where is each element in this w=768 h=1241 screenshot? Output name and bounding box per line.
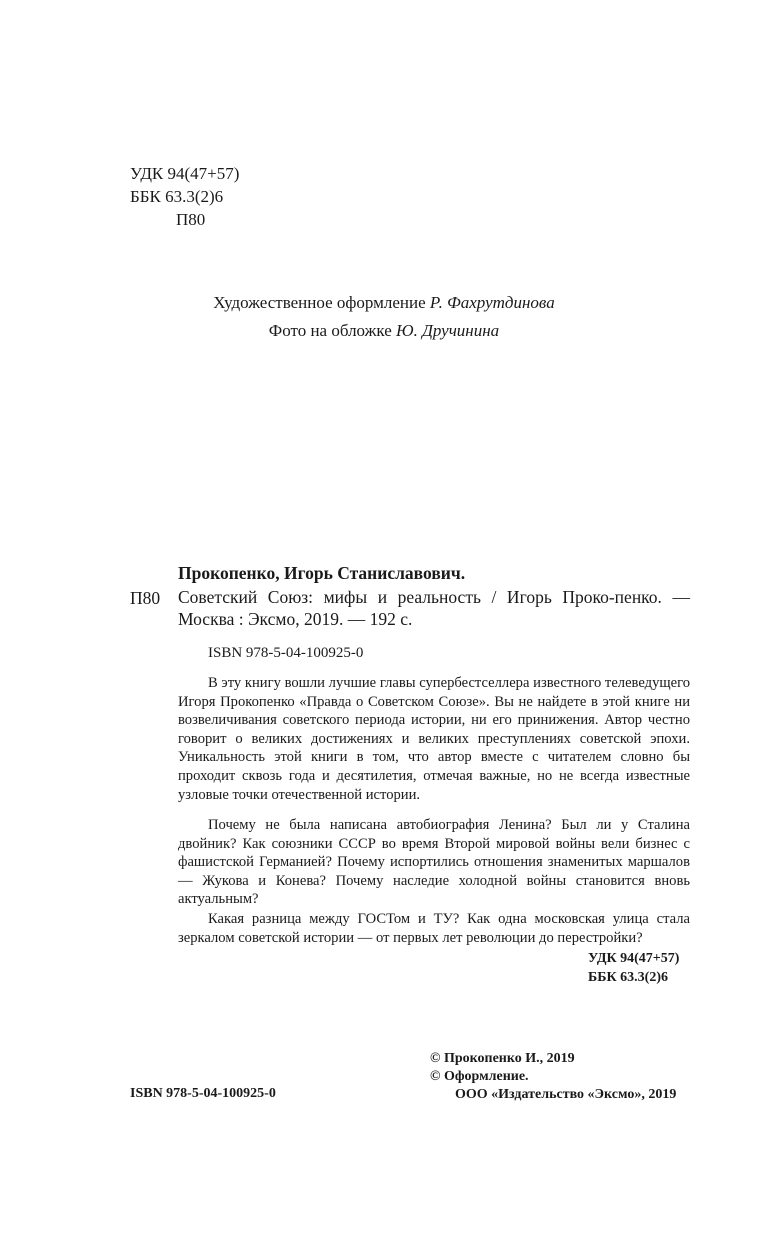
photo-credit-label: Фото на обложке — [268, 321, 397, 340]
design-credit-label: Художественное оформление — [213, 293, 430, 312]
copyright-author: © Прокопенко И., 2019 — [430, 1051, 575, 1066]
photo-credit-name: Ю. Дручинина — [396, 321, 500, 340]
annotation-paragraph-2: Почему не была написана автобиография Ленина? Был ли у Сталина двойник? Как союзники СССР во время Второй мировой войны вели бизнес с фашистской Германией? Почему испортились отношения знаменитых маршалов — Жукова и Конева? Почему наследие холодной войны становится вновь актуальным? — [178, 817, 690, 908]
udk-code: УДК 94(47+57) — [130, 164, 240, 183]
record-isbn: ISBN 978-5-04-100925-0 — [208, 645, 364, 661]
bbk-code: ББК 63.3(2)6 — [130, 187, 224, 206]
design-credit-name: Р. Фахрутдинова — [429, 293, 555, 312]
copyright-design: © Оформление. — [430, 1069, 529, 1084]
udk-code-right: УДК 94(47+57) — [588, 951, 680, 966]
annotation-paragraph-1: В эту книгу вошли лучшие главы супербестселлера известного телеведущего Игоря Прокопенко «Правда о Советском Союзе». Вы не найдете в этой книге ни возвеличивания советского периода истории, ни его принижения. Автор честно говорит о великих достижениях и великих преступлениях советской эпохи. Уникальность этой книги в том, что автор вместе с читателем словно бы проходит сквозь года и десятилетия, отмечая важные, но не всегда известные узловые точки отечественной истории. — [178, 675, 690, 803]
photo-credit — [0, 321, 768, 341]
annotation-paragraph-3: Какая разница между ГОСТом и ТУ? Как одна московская улица стала зеркалом советской истории — от первых лет революции до перестройки? — [178, 911, 690, 946]
copyright-publisher: ООО «Издательство «Эксмо», 2019 — [455, 1087, 677, 1102]
design-credit — [0, 293, 768, 313]
record-author: Прокопенко, Игорь Станиславович. — [178, 563, 466, 583]
footer-isbn: ISBN 978-5-04-100925-0 — [130, 1086, 276, 1101]
author-mark: П80 — [176, 210, 206, 229]
record-author-mark: П80 — [130, 588, 161, 608]
record-title: Советский Союз: мифы и реальность / Игорь Проко-пенко. — Москва : Эксмо, 2019. — 192 с. — [178, 587, 690, 629]
bbk-code-right: ББК 63.3(2)6 — [588, 970, 668, 985]
